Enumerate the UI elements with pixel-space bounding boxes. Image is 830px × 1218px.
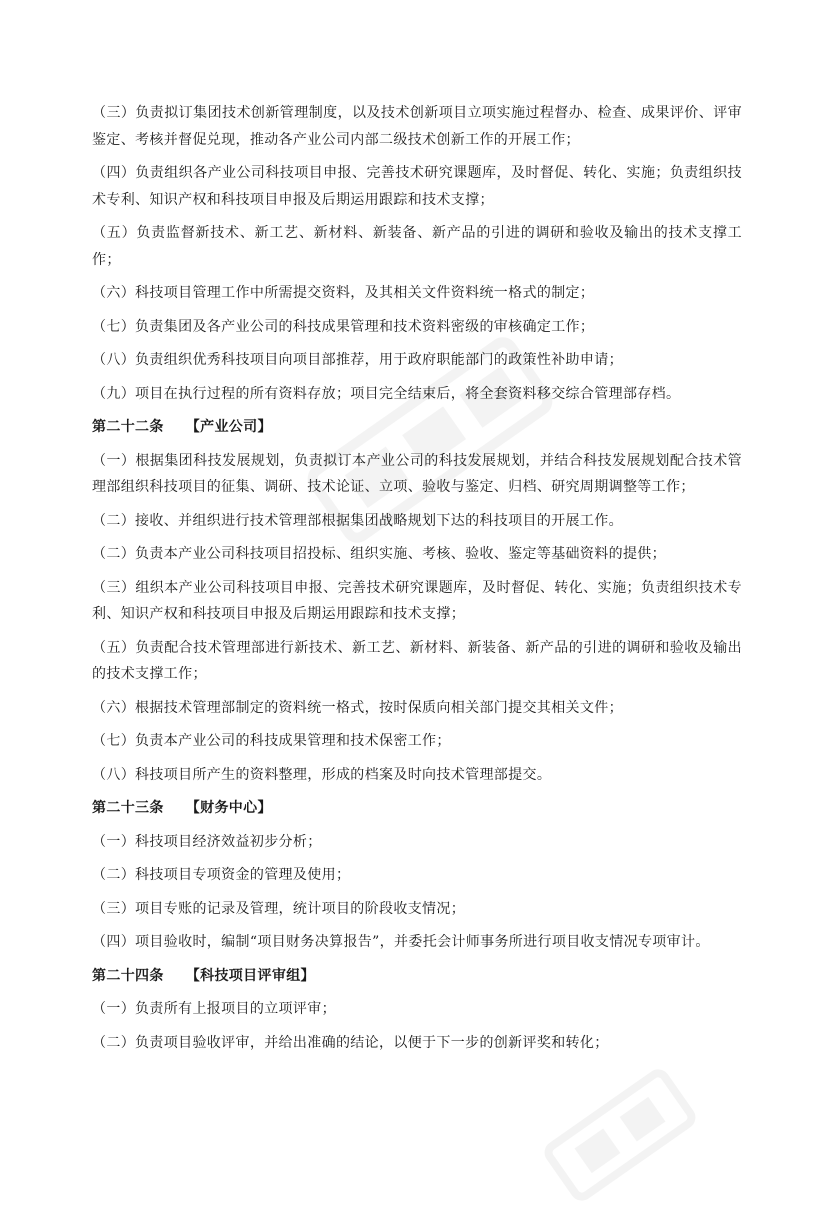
article-heading [92, 795, 742, 822]
section-continued [92, 100, 742, 407]
clause-paragraph: （三）项目专账的记录及管理，统计项目的阶段收支情况； [92, 900, 466, 917]
article-number: 第二十二条 [92, 419, 164, 435]
clause-paragraph: （五）负责监督新技术、新工艺、新材料、新装备、新产品的引进的调研和验收及输出的技术支撑工作； [92, 225, 742, 268]
article-number: 第二十四条 [92, 967, 164, 984]
article-number: 第二十三条 [92, 800, 164, 816]
clause-paragraph: （二）接收、并组织进行技术管理部根据集团战略规划下达的科技项目的开展工作。 [92, 512, 623, 529]
clause-paragraph: （三）负责拟订集团技术创新管理制度，以及技术创新项目立项实施过程督办、检查、成果评价、评审鉴定、考核并督促兑现，推动各产业公司内部二级技术创新工作的开展工作； [92, 105, 742, 148]
clause-paragraph: （四）项目验收时，编制“项目财务决算报告”，并委托会计师事务所进行项目收支情况专项审计。 [92, 934, 710, 950]
clause-paragraph: （八）科技项目所产生的资料整理，形成的档案及时向技术管理部提交。 [92, 766, 552, 783]
section-article-24 [92, 963, 742, 1057]
clause-paragraph: （三）组织本产业公司科技项目申报、完善技术研究课题库，及时督促、转化、实施；负责组织技术专利、知识产权和科技项目申报及后期运用跟踪和技术支撑； [92, 579, 742, 622]
article-heading [92, 414, 742, 441]
clause-paragraph: （一）负责所有上报项目的立项评审； [92, 1001, 336, 1017]
clause-paragraph: （七）负责集团及各产业公司的科技成果管理和技术资料密级的审核确定工作； [92, 318, 595, 335]
section-article-22 [92, 414, 742, 788]
clause-paragraph: （二）负责本产业公司科技项目招投标、组织实施、考核、验收、鉴定等基础资料的提供； [92, 546, 666, 562]
clause-paragraph: （九）项目在执行过程的所有资料存放；项目完全结束后，将全套资料移交综合管理部存档。 [92, 385, 681, 402]
clause-paragraph: （七）负责本产业公司的科技成果管理和技术保密工作； [92, 733, 451, 749]
clause-paragraph: （五）负责配合技术管理部进行新技术、新工艺、新材料、新装备、新产品的引进的调研和验收及输出的技术支撑工作； [92, 639, 742, 682]
document-body [92, 100, 742, 1063]
clause-paragraph: （六）科技项目管理工作中所需提交资料，及其相关文件资料统一格式的制定； [92, 285, 595, 301]
article-title: 【财务中心】 [185, 800, 272, 816]
clause-paragraph: （二）科技项目专项资金的管理及使用； [92, 867, 351, 883]
clause-paragraph: （六）根据技术管理部制定的资料统一格式，按时保质向相关部门提交其相关文件； [92, 699, 623, 716]
clause-paragraph: （一）科技项目经济效益初步分析； [92, 833, 322, 850]
clause-paragraph: （八）负责组织优秀科技项目向项目部推荐，用于政府职能部门的政策性补助申请； [92, 352, 623, 368]
section-article-23 [92, 795, 742, 956]
clause-paragraph: （一）根据集团科技发展规划，负责拟订本产业公司的科技发展规划，并结合科技发展规划配合技术管理部组织科技项目的征集、调研、技术论证、立项、验收与鉴定、归档、研究周期调整等工作； [92, 452, 742, 495]
article-title: 【产业公司】 [185, 419, 272, 435]
clause-paragraph: （二）负责项目验收评审，并给出准确的结论，以便于下一步的创新评奖和转化； [92, 1034, 609, 1051]
clause-paragraph: （四）负责组织各产业公司科技项目申报、完善技术研究课题库，及时督促、转化、实施；负责组织技术专利、知识产权和科技项目申报及后期运用跟踪和技术支撑； [92, 165, 742, 208]
watermark-graphic-corner [529, 1052, 712, 1217]
article-heading [92, 963, 742, 990]
article-title: 【科技项目评审组】 [185, 967, 315, 984]
